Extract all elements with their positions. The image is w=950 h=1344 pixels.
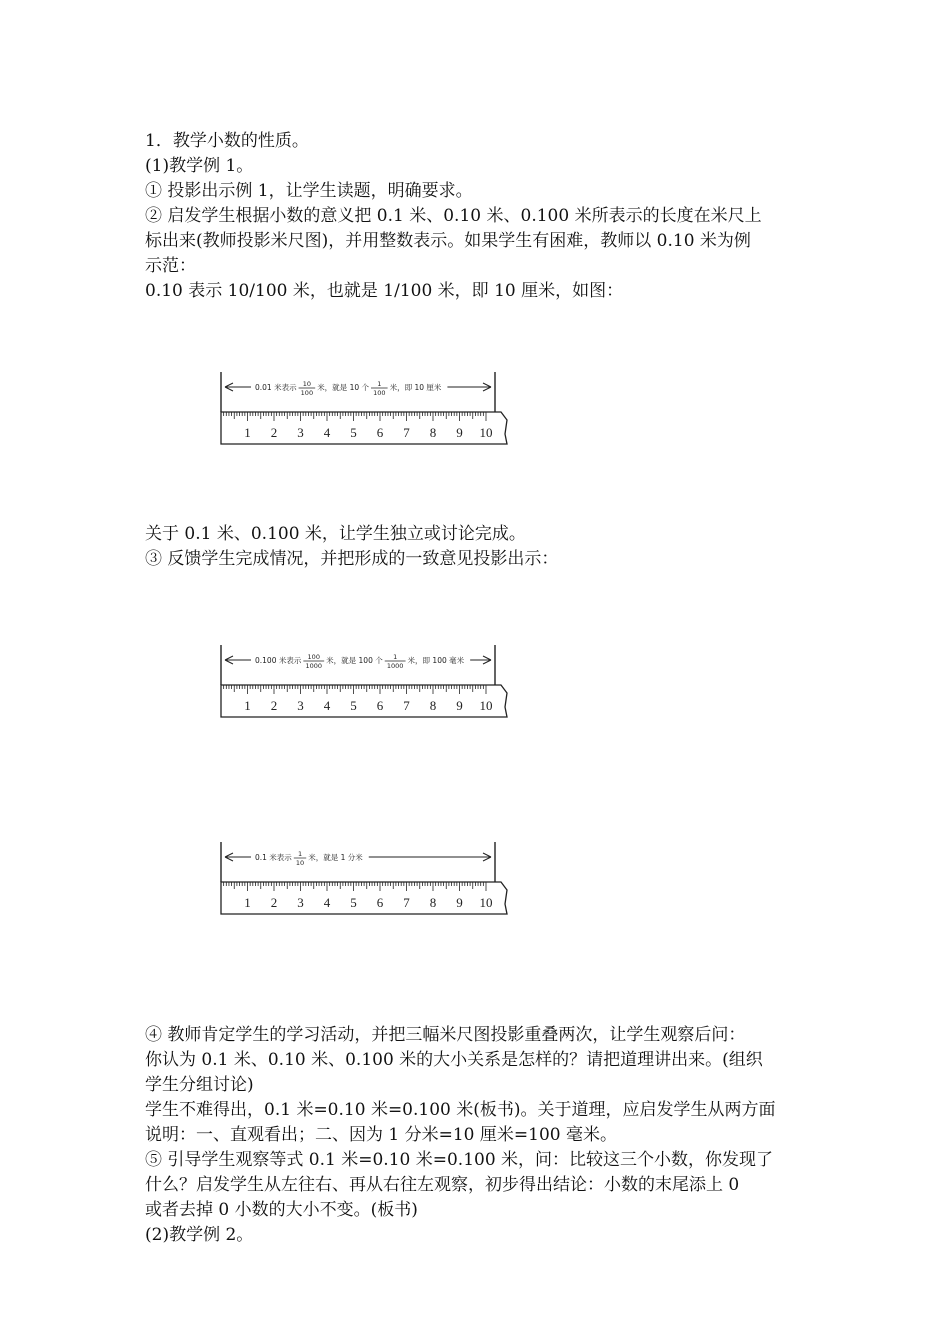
sub-heading-example-1: (1)教学例 1。: [145, 156, 254, 176]
ruler-body: [221, 412, 507, 444]
ruler-number: 8: [429, 425, 437, 440]
step-4-text-line-2: 你认为 0.1 米、0.10 米、0.100 米的大小关系是怎样的？请把道理讲出来。(组织: [145, 1050, 763, 1070]
ruler-number: 8: [429, 895, 437, 910]
ruler-number: 7: [403, 698, 410, 713]
step-4-text-line-3: 学生分组讨论): [145, 1075, 254, 1095]
ruler-number: 1: [244, 698, 251, 713]
ruler-caption: [255, 653, 465, 670]
fraction-numerator: 10: [302, 380, 312, 388]
fraction-numerator: 1: [297, 850, 303, 858]
sub-heading-example-2: (2)教学例 2。: [145, 1225, 254, 1245]
ruler-number: 2: [270, 698, 278, 713]
step-1-text: ① 投影出示例 1，让学生读题，明确要求。: [145, 181, 473, 201]
fraction-numerator: 1: [393, 653, 398, 661]
ruler-number: 5: [350, 698, 357, 713]
ruler-figure-3: [215, 838, 515, 920]
fraction-denominator: 1000: [305, 662, 323, 670]
caption-text: 0.100 米表示: [255, 656, 302, 665]
ruler-number: 1: [244, 895, 251, 910]
conclusion-text-line-1: 学生不难得出，0.1 米=0.10 米=0.100 米(板书)。关于道理，应启发学生从两方面: [145, 1100, 776, 1120]
independent-work-text: 关于 0.1 米、0.100 米，让学生独立或讨论完成。: [145, 524, 526, 544]
caption-text: 米，即 10 厘米: [389, 383, 442, 392]
ruler-number: 9: [456, 698, 463, 713]
ruler-number: 3: [297, 698, 304, 713]
ruler-number: 4: [323, 698, 331, 713]
ruler-number: 9: [456, 895, 463, 910]
step-4-text-line-1: ④ 教师肯定学生的学习活动，并把三幅米尺图投影重叠两次，让学生观察后问：: [145, 1025, 746, 1045]
step-2-text-line-3: 示范：: [145, 256, 196, 276]
fraction-denominator: 1000: [386, 662, 404, 670]
step-2-text-line-2: 标出来(教师投影米尺图)，并用整数表示。如果学生有困难，教师以 0.10 米为例: [145, 231, 751, 251]
ruler-number: 2: [270, 425, 278, 440]
step-5-text-line-1: ⑤ 引导学生观察等式 0.1 米=0.10 米=0.100 米，问：比较这三个小数，你发现了: [145, 1150, 774, 1170]
ruler-number: 10: [479, 698, 493, 713]
ruler-number: 8: [429, 698, 437, 713]
ruler-number: 1: [244, 425, 251, 440]
ruler-number: 3: [297, 895, 304, 910]
ruler-number: 4: [323, 425, 331, 440]
ruler-number: 5: [350, 895, 357, 910]
example-explanation: 0.10 表示 10/100 米，也就是 1/100 米，即 10 厘米，如图：: [145, 281, 624, 301]
fraction-numerator: 100: [307, 653, 320, 661]
caption-text: 米，就是 10 个: [317, 383, 370, 392]
ruler-number: 3: [297, 425, 304, 440]
ruler-number: 7: [403, 425, 410, 440]
ruler-number: 6: [376, 895, 384, 910]
ruler-number: 10: [479, 895, 493, 910]
caption-text: 0.1 米表示: [255, 853, 292, 862]
ruler-number: 5: [350, 425, 357, 440]
ruler-figure-2: [215, 641, 515, 723]
ruler-number: 2: [270, 895, 278, 910]
ruler-number: 10: [479, 425, 493, 440]
caption-text: 米，即 100 毫米: [407, 656, 465, 665]
step-3-text: ③ 反馈学生完成情况，并把形成的一致意见投影出示：: [145, 549, 559, 569]
ruler-body: [221, 882, 507, 914]
ruler-number: 9: [456, 425, 463, 440]
caption-text: 米，就是 1 分米: [308, 853, 363, 862]
fraction-denominator: 100: [373, 389, 386, 397]
ruler-number: 7: [403, 895, 410, 910]
fraction-denominator: 100: [300, 389, 314, 397]
ruler-number: 6: [376, 698, 384, 713]
heading-properties: 1．教学小数的性质。: [145, 131, 309, 151]
conclusion-text-line-2: 说明：一、直观看出；二、因为 1 分米=10 厘米=100 毫米。: [145, 1125, 617, 1145]
step-5-text-line-2: 什么？启发学生从左往右、再从右往左观察，初步得出结论：小数的末尾添上 0: [145, 1175, 740, 1195]
ruler-caption: [255, 380, 442, 397]
step-2-text-line-1: ② 启发学生根据小数的意义把 0.1 米、0.10 米、0.100 米所表示的长度在米尺上: [145, 206, 762, 226]
fraction-denominator: 10: [295, 859, 305, 867]
caption-text: 0.01 米表示: [255, 383, 297, 392]
step-5-text-line-3: 或者去掉 0 小数的大小不变。(板书): [145, 1200, 418, 1220]
ruler-number: 6: [376, 425, 384, 440]
caption-text: 米，就是 100 个: [326, 656, 383, 665]
fraction-numerator: 1: [377, 380, 382, 388]
ruler-number: 4: [323, 895, 331, 910]
ruler-figure-1: [215, 368, 515, 450]
ruler-caption: [255, 850, 363, 867]
ruler-body: [221, 685, 507, 717]
